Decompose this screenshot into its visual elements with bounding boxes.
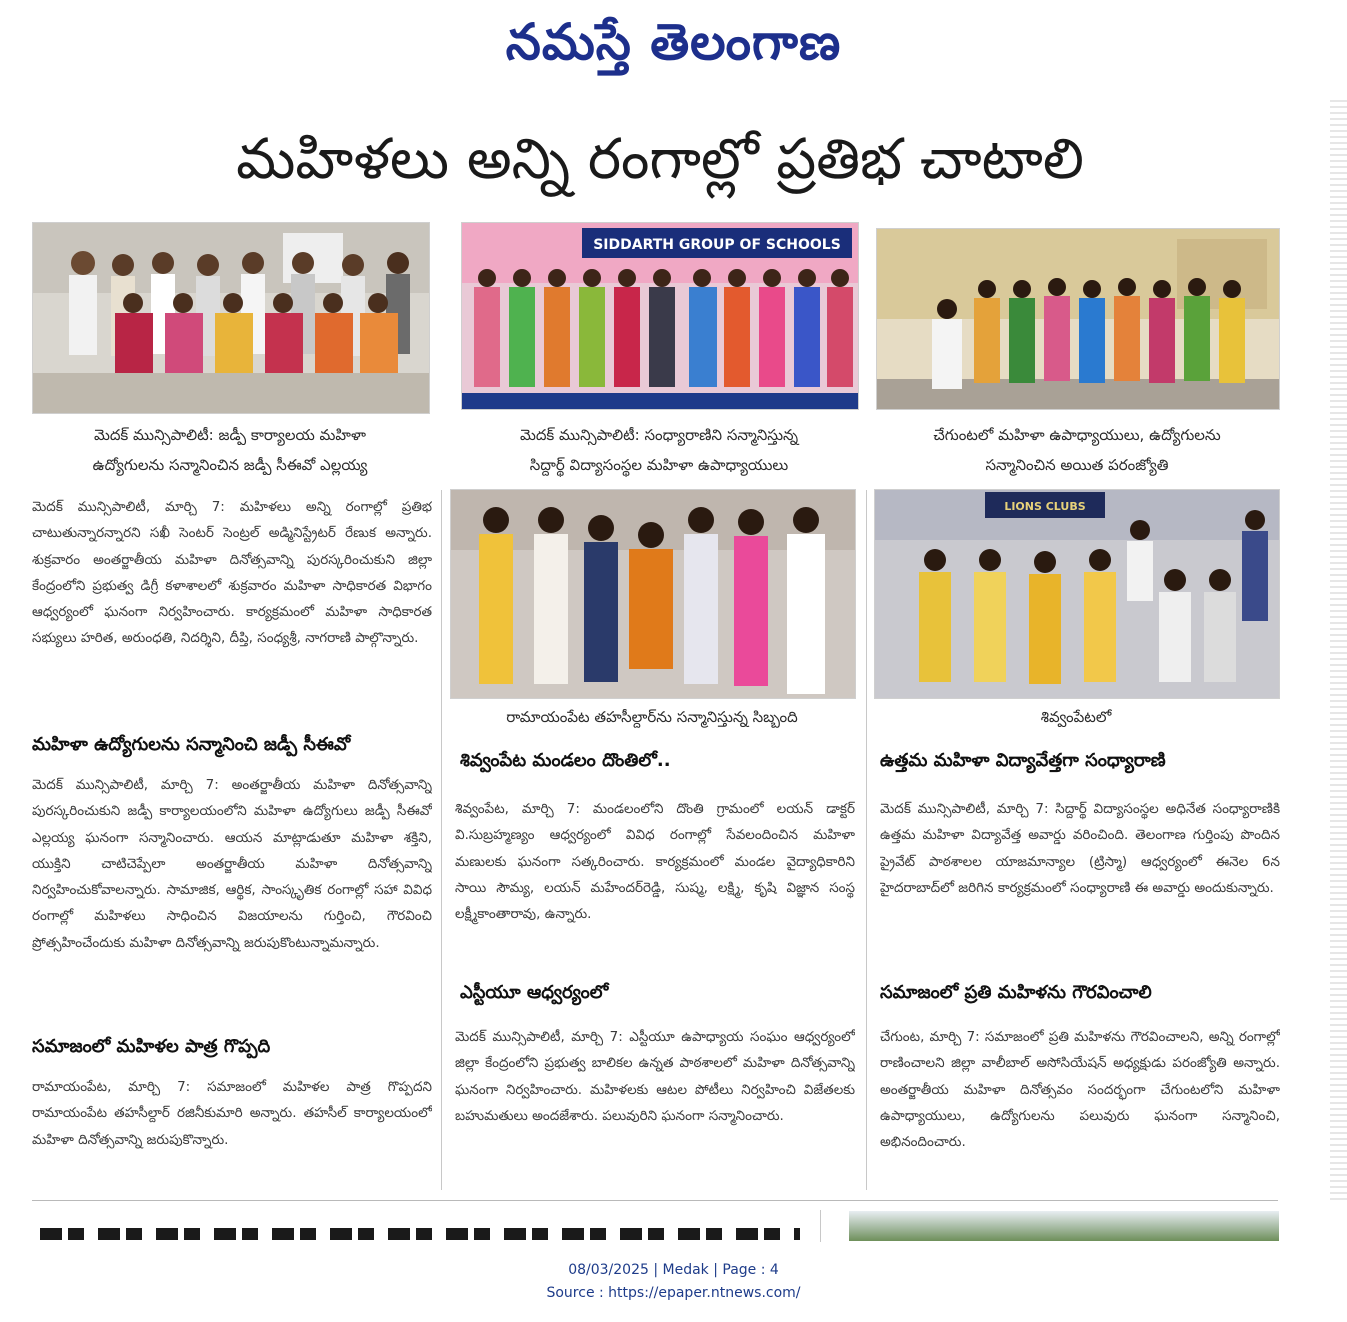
photo-chegunta-teachers	[876, 228, 1280, 410]
photo-ramayampet-tahsildar-image	[451, 490, 855, 698]
masthead: నమస్తే తెలంగాణ	[505, 13, 842, 71]
article-intro: మెదక్ మున్సిపాలిటీ, మార్చి 7: మహిళలు అన్ని రంగాల్లో ప్రతిభ చాటుతున్నారన్నారని సఖీ సెంటర్ సెంట్రల్ అడ్మినిస్ట్రేటర్ రేణుక అన్నారు. శుక్రవారం అంతర్జాతీయ మహిళా దినోత్సవాన్ని పురస్కరించుకుని జిల్లా కేంద్రంలోని ప్రభుత్వ డిగ్రీ కళాశాలలో శుక్రవారం మహిళా సాధికారత విభాగం ఆధ్వర్యంలో ఘనంగా నిర్వహించారు. కార్యక్రమంలో మహిళా సాధికారత సభ్యులు హరిత, అరుంధతి, నిదర్శిని, దీప్తి, సంధ్యశ్రీ, నాగరాణి పాల్గొన్నారు.	[32, 499, 432, 647]
photo-siddarth-school-image	[462, 223, 858, 409]
caption-line: చేగుంటలో మహిళా ఉపాధ్యాయులు, ఉద్యోగులను	[933, 426, 1221, 444]
subhead-donti: శివ్వంపేట మండలం దొంతిలో..	[460, 750, 671, 771]
subhead-respect-women: సమాజంలో ప్రతి మహిళను గౌరవించాలి	[880, 982, 1152, 1003]
footer-source: Source : https://epaper.ntnews.com/	[546, 1285, 801, 1301]
photo-siddarth-school-caption	[452, 420, 866, 480]
adjacent-page-edge	[1330, 100, 1347, 1200]
photo-zp-staff-caption	[32, 420, 428, 480]
caption-line: మెదక్ మున్సిపాలిటీ: సంధ్యారాణిని సన్మానిస్తున్న	[519, 426, 799, 444]
crop-mask	[0, 1242, 1347, 1250]
story-separator	[32, 1200, 1278, 1201]
photo-shivvampet-lions	[874, 489, 1280, 699]
photo-ramayampet-tahsildar-caption	[450, 702, 854, 732]
photo-zp-staff-image	[33, 223, 429, 413]
cropped-next-photo	[849, 1211, 1279, 1241]
photo-siddarth-school	[461, 222, 859, 410]
photo-ramayampet-tahsildar	[450, 489, 856, 699]
caption-line: సన్మానించిన అయిత పరంజ్యోతి	[985, 456, 1169, 474]
column-divider	[441, 490, 442, 1190]
article-zp-ceo: మెదక్ మున్సిపాలిటీ, మార్చి 7: అంతర్జాతీయ మహిళా దినోత్సవాన్ని పురస్కరించుకుని జడ్పీ కార్యాలయంలోని మహిళా ఉద్యోగులు జడ్పీ సీఈవో ఎల్లయ్య ఘనంగా సన్మానించారు. ఆయన మాట్లాడుతూ మహిళా శక్తిని, యుక్తిని చాటిచెప్పేలా అంతర్జాతీయ మహిళా దినోత్సవాన్ని నిర్వహించుకోవాలన్నారు. సామాజిక, ఆర్థిక, సాంస్కృతిక రంగాల్లో సహా వివిధ రంగాల్లో మహిళలు సాధించిన విజయాలను గుర్తించి, గౌరవించి ప్రోత్సహించేందుకు మహిళా దినోత్సవాన్ని జరుపుకొంటున్నామన్నారు.	[32, 777, 432, 951]
subhead-stu: ఎస్టీయూ ఆధ్వర్యంలో	[460, 982, 609, 1003]
subhead-women-role: సమాజంలో మహిళల పాత్ర గొప్పది	[32, 1036, 271, 1057]
photo-shivvampet-lions-image	[875, 490, 1279, 698]
caption-line: ఉద్యోగులను సన్మానించిన జడ్పీ సీఈవో ఎల్లయ్య	[92, 456, 368, 474]
column-divider	[820, 1210, 821, 1242]
article-respect-women: చేగుంట, మార్చి 7: సమాజంలో ప్రతి మహిళను గౌరవించాలని, అన్ని రంగాల్లో రాణించాలని జిల్లా వాలీబాల్ అసోసియేషన్ అధ్యక్షుడు పరంజ్యోతి అన్నారు. అంతర్జాతీయ మహిళా దినోత్సవం సందర్భంగా చేగుంటలోని మహిళా ఉపాధ్యాయులు, ఉద్యోగులను పలువురు ఘనంగా సన్మానించి, అభినందించారు.	[880, 1029, 1280, 1151]
cropped-next-headline	[40, 1222, 800, 1240]
caption-line: సిద్దార్థ్ విద్యాసంస్థల మహిళా ఉపాధ్యాయులు	[529, 456, 789, 474]
caption-line: మెదక్ మున్సిపాలిటీ: జడ్పీ కార్యాలయ మహిళా	[93, 426, 367, 444]
subhead-zp-ceo: మహిళా ఉద్యోగులను సన్మానించి జడ్పీ సీఈవో	[32, 734, 351, 755]
caption-line: రామాయంపేట తహసీల్దార్‌ను సన్మానిస్తున్న సిబ్బంది	[506, 708, 798, 726]
banner-text: LIONS CLUBS	[1004, 500, 1086, 513]
photo-chegunta-teachers-image	[877, 229, 1279, 409]
subhead-best-educationist: ఉత్తమ మహిళా విద్యావేత్తగా సంధ్యారాణి	[880, 750, 1166, 771]
caption-line: శివ్వంపేటలో	[1040, 708, 1112, 726]
footer-date-page: 08/03/2025 | Medak | Page : 4	[568, 1262, 779, 1278]
article-best-educationist: మెదక్ మున్సిపాలిటీ, మార్చి 7: సిద్దార్థ్ విద్యాసంస్థల అధినేత సంధ్యారాణికి ఉత్తమ మహిళా విద్యావేత్త అవార్డు వరించింది. తెలంగాణ గుర్తింపు పొందిన ప్రైవేట్ పాఠశాలల యాజమాన్యాల (ట్రిస్మా) ఆధ్వర్యంలో ఈనెల 6న హైదరాబాద్‌లో జరిగిన కార్యక్రమంలో సంధ్యారాణి ఈ అవార్డు అందుకున్నారు.	[880, 801, 1280, 896]
article-women-role: రామాయంపేట, మార్చి 7: సమాజంలో మహిళల పాత్ర గొప్పదని రామాయంపేట తహసీల్దార్ రజినీకుమారి అన్నారు. తహసీల్ కార్యాలయంలో మహిళా దినోత్సవాన్ని జరుపుకొన్నారు.	[32, 1079, 432, 1148]
article-stu: మెదక్ మున్సిపాలిటీ, మార్చి 7: ఎస్టీయూ ఉపాధ్యాయ సంఘం ఆధ్వర్యంలో జిల్లా కేంద్రంలోని ప్రభుత్వ బాలికల ఉన్నత పాఠశాలలో మహిళా దినోత్సవాన్ని ఘనంగా నిర్వహించారు. మహిళలకు ఆటల పోటీలు నిర్వహించి విజేతలకు బహుమతులు అందజేశారు. పలువురిని ఘనంగా సన్మానించారు.	[455, 1029, 855, 1124]
photo-chegunta-teachers-caption	[876, 420, 1278, 480]
photo-shivvampet-lions-caption	[874, 702, 1278, 732]
column-divider	[866, 490, 867, 1190]
photo-zp-staff	[32, 222, 430, 414]
banner-text: SIDDARTH GROUP OF SCHOOLS	[593, 237, 841, 253]
article-donti: శివ్వంపేట, మార్చి 7: మండలంలోని దొంతి గ్రామంలో లయన్ డాక్టర్ వి.సుబ్రహ్మణ్యం ఆధ్వర్యంలో వివిధ రంగాల్లో సేవలందించిన మహిళా మణులకు ఘనంగా సత్కరించారు. కార్యక్రమంలో మండల వైద్యాధికారిని సాయి సౌమ్య, లయన్ మహేందర్‌రెడ్డి, సుష్మ, లక్ష్మి, కృషి విజ్ఞాన సంస్థ లక్ష్మీకాంతారావు, ఉన్నారు.	[455, 801, 855, 923]
headline: మహిళలు అన్ని రంగాల్లో ప్రతిభ చాటాలి	[236, 127, 1084, 192]
